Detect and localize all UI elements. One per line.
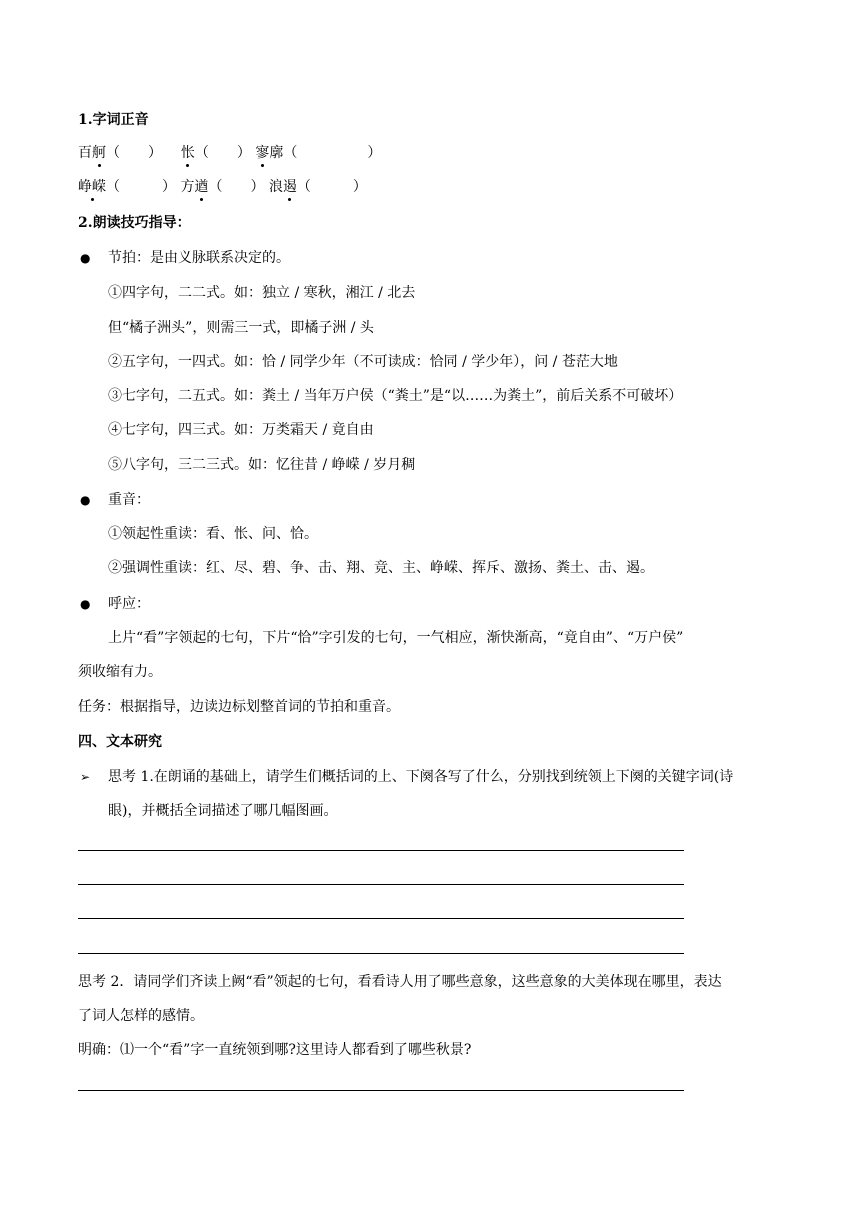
echo-text: 上片“看”字领起的七句，下片“恰”字引发的七句，一气相应，渐快渐高，“竟自由”、“万户侯” — [108, 630, 684, 646]
clarify-text: 明确：⑴一个“看”字一直统领到哪?这里诗人都看到了哪些秋景? — [78, 1042, 472, 1058]
stress-item: ①领起性重读：看、怅、问、恰。 — [108, 526, 318, 542]
section2-heading: 2.朗读技巧指导： — [78, 215, 191, 231]
rhythm-item: 但“橘子洲头”，则需三一式，即橘子洲 / 头 — [108, 320, 374, 336]
echo-title: 呼应： — [108, 596, 150, 612]
dotted-char: 寥 — [255, 145, 270, 161]
pinyin-row-1 — [78, 143, 381, 163]
bullet-icon: ● — [80, 493, 91, 507]
bullet-icon: ● — [80, 597, 91, 611]
dotted-char: 峥嵘 — [78, 179, 106, 195]
echo-text: 须收缩有力。 — [78, 664, 162, 680]
dotted-char: 舸 — [92, 145, 106, 161]
rhythm-item: ⑤八字句，三二三式。如：忆往昔 / 峥嵘 / 岁月稠 — [108, 457, 416, 473]
stress-item: ②强调性重读：红、尽、碧、争、击、翔、竞、主、峥嵘、挥斥、激扬、粪土、击、遏。 — [108, 560, 654, 576]
pinyin-item: 寥廓（ ） — [255, 145, 382, 161]
rhythm-title: 节拍：是由义脉联系决定的。 — [108, 250, 290, 266]
pinyin-item: 百舸（ ） — [78, 145, 162, 161]
dotted-char: 怅 — [180, 145, 195, 161]
section1-heading: 1.字词正音 — [78, 112, 149, 128]
question-1-cont: 眼)，并概括全词描述了哪几幅图画。 — [108, 803, 338, 819]
arrow-bullet-icon: ➢ — [80, 770, 91, 784]
answer-line[interactable] — [78, 918, 684, 919]
dotted-char: 遏 — [282, 179, 297, 195]
pinyin-item: 怅（ ） — [180, 145, 251, 161]
question-1: 思考 1.在朗诵的基础上，请学生们概括词的上、下阕各写了什么，分别找到统领上下阕的关键字词(诗 — [108, 769, 734, 785]
pinyin-item: 峥嵘（ ） — [78, 179, 176, 195]
pinyin-item: 方遒（ ） — [180, 179, 265, 195]
pinyin-item: 浪遏（ ） — [268, 179, 367, 195]
stress-title: 重音： — [108, 492, 150, 508]
answer-line[interactable] — [78, 1090, 684, 1091]
rhythm-item: ②五字句，一四式。如：恰 / 同学少年（不可读成：恰同 / 学少年），问 / 苍茫大地 — [108, 354, 618, 370]
rhythm-item: ③七字句，二五式。如：粪土 / 当年万户侯（“粪土”是“以……为粪土”，前后关系不可破坏） — [108, 388, 683, 404]
task-text: 任务：根据指导，边读边标划整首词的节拍和重音。 — [78, 699, 400, 715]
answer-line[interactable] — [78, 884, 684, 885]
bullet-icon: ● — [80, 251, 91, 265]
question-2-cont: 了词人怎样的感情。 — [78, 1008, 204, 1024]
answer-line[interactable] — [78, 850, 684, 851]
rhythm-item: ①四字句，二二式。如：独立 / 寒秋，湘江 / 北去 — [108, 285, 416, 301]
rhythm-item: ④七字句，四三式。如：万类霜天 / 竟自由 — [108, 422, 374, 438]
section4-heading: 四、文本研究 — [78, 734, 162, 750]
pinyin-row-2 — [78, 177, 367, 197]
question-2: 思考 2．请同学们齐读上阙“看”领起的七句，看看诗人用了哪些意象，这些意象的大美体现在哪里，表达 — [78, 974, 722, 990]
answer-line[interactable] — [78, 953, 684, 954]
dotted-char: 遒 — [194, 179, 209, 195]
